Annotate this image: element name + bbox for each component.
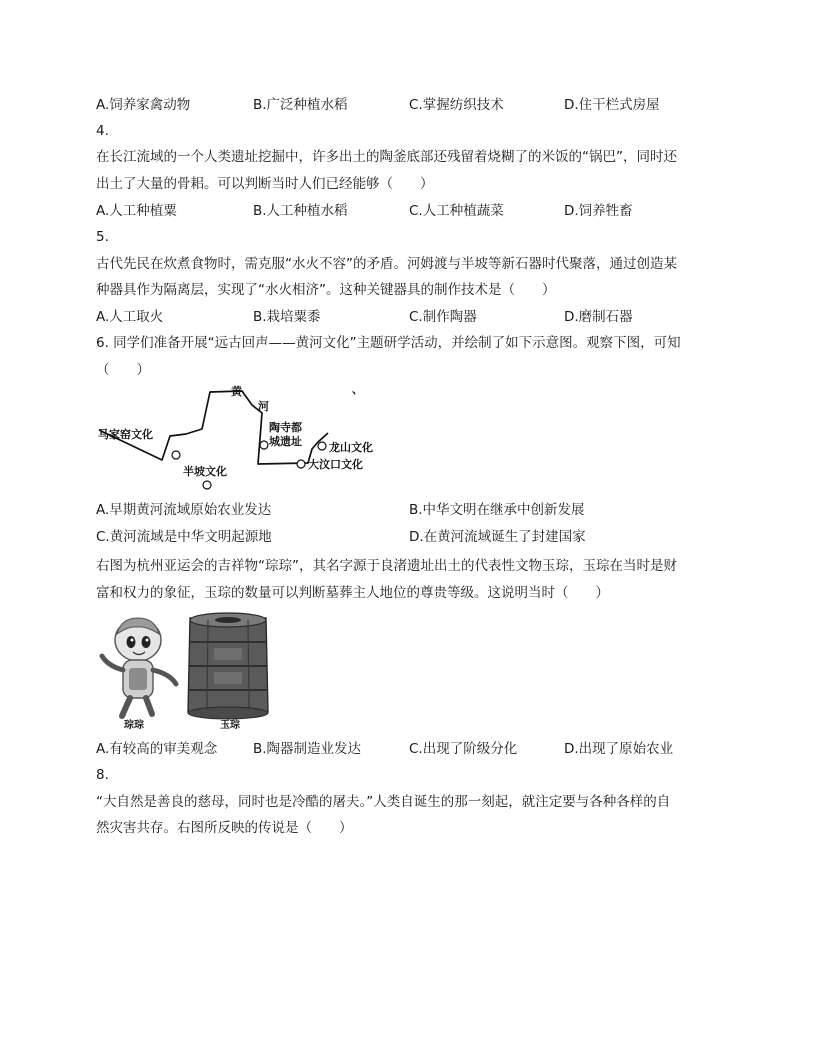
q5-stem-line1: 古代先民在炊煮食物时，需克服“水火不容”的矛盾。河姆渡与半坡等新石器时代聚落，通过创造某 — [96, 256, 677, 272]
q3-options — [96, 95, 736, 115]
map-label-taosi-2: 城遗址 — [269, 435, 302, 448]
map-label-he: 河 — [258, 400, 269, 413]
yellow-river-map — [96, 384, 396, 496]
site-marker-banpo-2 — [203, 481, 211, 489]
q6-stem-line1: 6. 同学们准备开展“远古回声——黄河文化”主题研学活动，并绘制了如下示意图。观察下图，可知 — [96, 335, 681, 351]
q5-stem-line2: 种器具作为隔离层，实现了“水火相济”。这种关键器具的制作技术是（ ） — [96, 282, 556, 298]
q3-option-c[interactable]: C.掌握纺织技术 — [409, 97, 504, 113]
q6-options-row2 — [96, 527, 736, 547]
q5-option-c[interactable]: C.制作陶器 — [409, 309, 477, 325]
site-marker-taosi — [260, 441, 268, 449]
q6-option-d[interactable]: D.在黄河流域诞生了封建国家 — [409, 529, 586, 545]
mascot-congcong-illustration — [102, 618, 176, 716]
q4-options — [96, 201, 736, 221]
site-marker-dawenkou — [297, 460, 305, 468]
q5-number: 5. — [96, 229, 109, 245]
q4-number: 4. — [96, 123, 109, 139]
map-label-majiayao: 马家窑文化 — [98, 428, 153, 441]
q5-option-d[interactable]: D.磨制石器 — [564, 309, 633, 325]
q7-option-a[interactable]: A.有较高的审美观念 — [96, 741, 218, 757]
q6-option-b[interactable]: B.中华文明在继承中创新发展 — [409, 502, 585, 518]
q8-stem-line2: 然灾害共存。右图所反映的传说是（ ） — [96, 820, 353, 836]
q7-stem-line1: 右图为杭州亚运会的吉祥物“琮琮”，其名字源于良渚遗址出土的代表性文物玉琮，玉琮在当时是财 — [96, 558, 677, 574]
map-label-taosi-1: 陶寺都 — [269, 421, 302, 434]
q3-option-d[interactable]: D.住干栏式房屋 — [564, 97, 660, 113]
q7-options — [96, 739, 736, 759]
map-label-dawenkou: 大汶口文化 — [308, 458, 363, 471]
q8-number: 8. — [96, 767, 109, 783]
q6-options-row1 — [96, 500, 736, 520]
q5-option-a[interactable]: A.人工取火 — [96, 309, 164, 325]
q7-option-c[interactable]: C.出现了阶级分化 — [409, 741, 518, 757]
q5-option-b[interactable]: B.栽培粟黍 — [253, 309, 321, 325]
q7-pictures — [96, 612, 286, 736]
q7-stem-line2: 富和权力的象征，玉琮的数量可以判断墓葬主人地位的尊贵等级。这说明当时（ ） — [96, 585, 609, 601]
q3-option-b[interactable]: B.广泛种植水稻 — [253, 97, 348, 113]
q8-stem-line1: “大自然是善良的慈母，同时也是冷酷的屠夫。”人类自诞生的那一刻起，就注定要与各种各样的自 — [96, 794, 671, 810]
q4-option-d[interactable]: D.饲养牲畜 — [564, 203, 633, 219]
q4-stem-line1: 在长江流域的一个人类遗址挖掘中，许多出土的陶釜底部还残留着烧糊了的米饭的“锅巴”，同时还 — [96, 149, 677, 165]
site-marker-banpo-1 — [172, 451, 180, 459]
jade-cong-illustration — [188, 613, 268, 719]
q7-option-d[interactable]: D.出现了原始农业 — [564, 741, 674, 757]
map-label-longshan: 龙山文化 — [329, 441, 373, 454]
q4-option-c[interactable]: C.人工种植蔬菜 — [409, 203, 504, 219]
q6-stem-line2: （ ） — [96, 362, 150, 378]
q7-option-b[interactable]: B.陶器制造业发达 — [253, 741, 362, 757]
q6-option-c[interactable]: C.黄河流域是中华文明起源地 — [96, 529, 272, 545]
q6-option-a[interactable]: A.早期黄河流域原始农业发达 — [96, 502, 272, 518]
caption-mascot: 琮琮 — [124, 720, 144, 731]
q5-options — [96, 307, 736, 327]
map-label-banpo: 半坡文化 — [183, 465, 227, 478]
q4-option-b[interactable]: B.人工种植水稻 — [253, 203, 348, 219]
map-tick-mark: 、 — [352, 384, 363, 396]
map-label-huang: 黄 — [231, 385, 242, 398]
q4-option-a[interactable]: A.人工种植粟 — [96, 203, 177, 219]
q3-option-a[interactable]: A.饲养家禽动物 — [96, 97, 191, 113]
caption-jade-cong: 玉琮 — [220, 720, 240, 731]
site-marker-longshan — [318, 442, 326, 450]
q4-stem-line2: 出土了大量的骨耜。可以判断当时人们已经能够（ ） — [96, 176, 434, 192]
